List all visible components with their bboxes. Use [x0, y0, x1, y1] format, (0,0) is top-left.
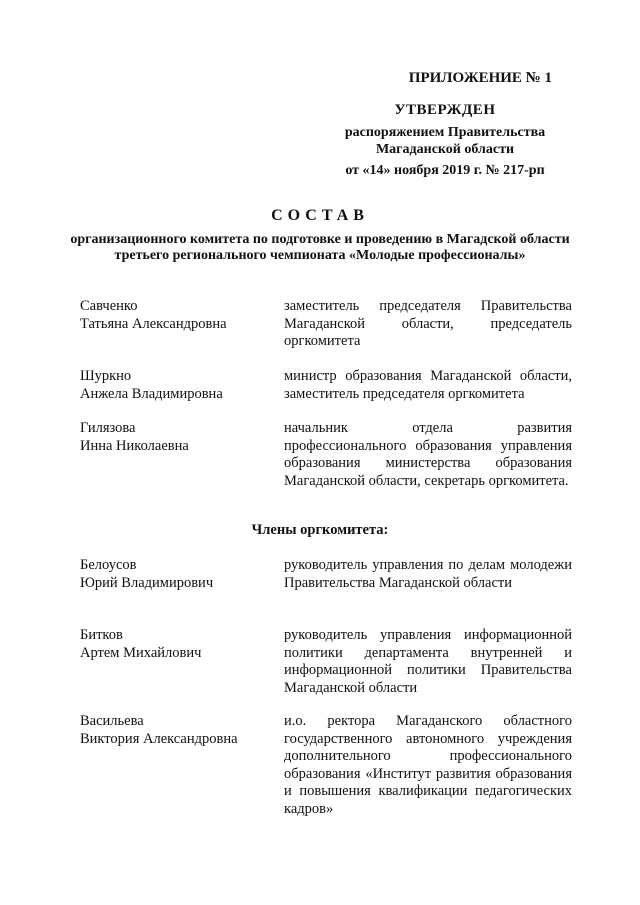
approved-by-line1: распоряжением Правительства — [344, 125, 546, 140]
person-position: заместитель председателя Правительства Магаданской области, председатель оргкомитета — [284, 298, 572, 349]
order-date: от «14» ноября 2019 г. № 217-рп — [345, 163, 545, 178]
approved-label: УТВЕРЖДЕН — [394, 102, 496, 118]
person-position: начальник отдела развития профессионального образования управления образования министерства образования Магаданской области, секретарь оргкомитета. — [284, 420, 572, 489]
person-surname: Гилязова — [80, 420, 136, 436]
person-name — [80, 298, 270, 333]
document-subtitle: организационного комитета по подготовке и проведению в Магадской области третьего регионального чемпионата «Молодые профессионалы» — [70, 232, 570, 263]
person-surname: Васильева — [80, 713, 144, 729]
approved-by-line2: Магаданской области — [375, 142, 515, 157]
person-given-name: Артем Михайлович — [80, 644, 202, 661]
person-given-name: Виктория Александровна — [80, 730, 238, 747]
approved-by — [300, 124, 590, 158]
person-name — [80, 420, 270, 455]
person-position: руководитель управления по делам молодежи Правительства Магаданской области — [284, 557, 572, 591]
person-position: и.о. ректора Магаданского областного государственного автономного учреждения дополнительного профессионального образования «Институт развития образования и повышения квалификации педагогических кадров» — [284, 713, 572, 817]
person-name — [80, 713, 270, 748]
person-surname: Битков — [80, 627, 123, 643]
person-name — [80, 627, 270, 662]
person-name — [80, 557, 270, 592]
person-surname: Белоусов — [80, 557, 137, 573]
person-given-name: Юрий Владимирович — [80, 574, 214, 591]
person-position: министр образования Магаданской области, заместитель председателя оргкомитета — [284, 368, 572, 402]
person-given-name: Анжела Владимировна — [80, 385, 223, 402]
person-given-name: Татьяна Александровна — [80, 315, 227, 332]
appendix-number: ПРИЛОЖЕНИЕ № 1 — [408, 70, 552, 86]
person-surname: Савченко — [80, 298, 138, 314]
person-given-name: Инна Николаевна — [80, 437, 189, 454]
members-heading: Члены оргкомитета: — [251, 522, 389, 538]
document-title: СОСТАВ — [271, 207, 369, 224]
person-surname: Шуркно — [80, 368, 132, 384]
person-name — [80, 368, 270, 403]
person-position: руководитель управления информационной политики департамента внутренней и информационной политики Правительства Магаданской области — [284, 627, 572, 696]
